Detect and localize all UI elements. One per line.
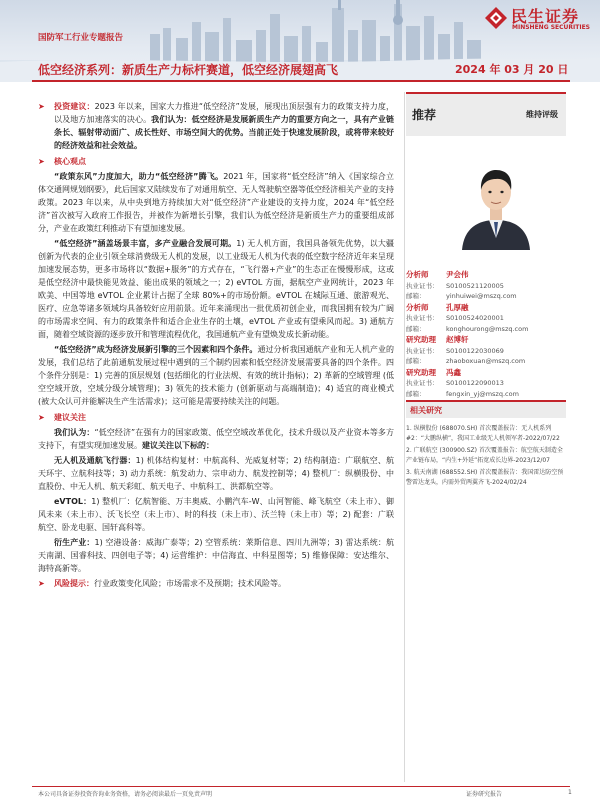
sidebar-divider [404, 92, 405, 782]
paragraph-derivative: 衍生产业：1) 空港设备：威海广泰等；2) 空管系统：莱斯信息、四川九洲等；3) 雷达系统：航天南湖、国睿科技、四创电子等；4) 运营维护：中信海直、中科星图等；5) 维修保障：安达维尔、海特高新等。 [38, 538, 395, 573]
logo-chinese: 民生证券 [511, 7, 580, 26]
core-view-heading: ➤ 核心观点 [38, 157, 86, 166]
analyst-email[interactable]: konghourong@mszq.com [446, 324, 529, 333]
header-rule [32, 80, 570, 82]
analyst-list [406, 270, 566, 399]
paragraph-evtol: eVTOL：1) 整机厂：亿航智能、万丰奥威、小鹏汽车-W、山河智能、峰飞航空（未上市）、御风未来（未上市）、沃飞长空（未上市）、时的科技（未上市）、沃兰特（未上市）等；2) 配套：广联航空、卧龙电驱、国轩高科等。 [38, 497, 394, 532]
footer-doc-type: 证券研究报告 [466, 791, 503, 798]
rating-label: 推荐 [412, 108, 437, 122]
paragraph-drone: 无人机及通航飞行器：1) 机体结构复材：中航高科、光威复材等；2) 结构制造：广联航空、航天环宇、立航科技等；3) 动力系统：航发动力、宗申动力、航发控制等；4) 整机厂：纵横股份、中直股份、中无人机、航天彩虹、航天电子、中航科工、洪都航空等。 [38, 456, 394, 491]
report-date: 2024 年 03 月 20 日 [455, 63, 569, 76]
rating-box [406, 92, 566, 136]
analyst-email[interactable]: fengxin_yj@mszq.com [446, 389, 519, 398]
minsheng-logo [484, 4, 592, 34]
analyst-1: 分析师 尹会伟 执业证书： S0100521120005 邮箱： yinhuiwei@mszq.com [406, 270, 517, 300]
report-type: 国防军工行业专题报告 [38, 33, 124, 43]
analyst-4: 研究助理 冯鑫 执业证书： S0100122090013 邮箱： fengxin_yj@mszq.com [406, 367, 519, 398]
investment-advice [38, 100, 394, 152]
related-research-list [406, 424, 566, 490]
analyst-portrait-image [456, 158, 536, 250]
page-number: 1 [568, 789, 572, 796]
investment-view: 我们认为：低空经济是发展新质生产力的重要方向之一，具有产业链条长、辐射带动面广、成长性好、市场空间大的优势。当前正处于快速发展阶段，或将带来较好的经济效益和社会效益。 [54, 115, 394, 150]
logo-english: MINSHENG SECURITIES [512, 24, 590, 31]
arrow-icon: ➤ [38, 413, 45, 422]
analyst-email[interactable]: yinhuiwei@mszq.com [446, 292, 517, 300]
paragraph-scenarios: “低空经济”涵盖场景丰富，多产业融合发展可期。1) 无人机方面，我国具备领先优势，以大疆创新为代表的企业引领全球消费级无人机的发展，以工业级无人机为代表的低空数字经济近年来呈现加速发展态势，更多市场将以“数据+服务”的方式存在，“飞行器+产业”的生态正在慢慢形成，这或是低空经济中最快能见效益、能出成果的领域之一；2) eVTOL 方面，据航空产业网统计，2023 年欧美、中国等地 eVTOL 企业累计占据了全球 80%+的市场份额。eVTOL 在城际互通、旅游观光、医疗、应急等诸多领域均具备较好应用前景。近年来涌现出一批优质初创企业，而我国拥有较为广阔的市场需求空间、有力的政策条件和适合企业生存的土壤，eVTOL 产业或有望乘风而起。3) 通航方面，随着空域资源的逐步放开和管理流程优化，我国通航产业有望焕发成长新动能。 [38, 239, 394, 339]
arrow-icon: ➤ [38, 157, 45, 166]
investment-text: 2023 年以来，国家大力推进“低空经济”发展，展现出顶层强有力的政策支持力度，以及地方加速落实的决心。 [54, 102, 394, 124]
paragraph-factors: “低空经济”成为经济发展新引擎的三个因素和四个条件。通过分析我国通航产业和无人机产业的发展，我们总结了此前通航发展过程中遇到的三个制约因素和低空经济发展需要具备的四个条件。四个条件分别是：1) 完善的顶层规划 (包括细化的行业法规、有效的统计指标)；2) 革新的空域管理 (低空空域开放，空域分级分域管理)；3) 领先的技术能力 (创新驱动与高端制造)；4) 适宜的商业模式 (被大众认可并能解决生产生活需求)；这可能是需要持续关注的问题。 [38, 345, 395, 406]
header-banner [0, 0, 600, 82]
investment-label: 投资建议： [54, 102, 95, 111]
rating-value: 维持评级 [526, 110, 558, 119]
main-column [38, 100, 394, 591]
related-item[interactable]: 2. 广联航空 (300900.SZ) 首次覆盖报告：航空航天制造全产业链布局，“内生+外延”拓宽成长边界-2023/12/07 [406, 447, 563, 464]
arrow-icon: ➤ [38, 579, 45, 588]
related-item[interactable]: 3. 航天南湖 (688552.SH) 首次覆盖报告：我国雷达防空预警雷达龙头，内需外贸两翼齐飞-2024/02/24 [406, 469, 564, 486]
related-item[interactable]: 1. 纵横股份 (688070.SH) 首次覆盖报告：无人机系列#2：“大鹏纵横”，我国工业级无人机领军者-2022/07/22 [406, 425, 560, 442]
analyst-2: 分析师 孔厚融 执业证书： S0100524020001 邮箱： konghourong@mszq.com [406, 302, 529, 333]
report-title: 低空经济系列：新质生产力标杆赛道，低空经济展翅高飞 [38, 63, 339, 77]
arrow-icon: ➤ [38, 102, 45, 111]
minsheng-logo-icon [484, 6, 508, 30]
footer-disclaimer: 本公司具备证券投资咨询业务资格，请务必阅读最后一页免责声明 [38, 791, 213, 798]
analyst-3: 研究助理 赵博轩 执业证书： S0100122030069 邮箱： zhaoboxuan@mszq.com [406, 335, 526, 365]
analyst-email[interactable]: zhaoboxuan@mszq.com [446, 357, 526, 365]
risk-warning: ➤ 风险提示：行业政策变化风险；市场需求不及预期；技术风险等。 [38, 579, 286, 588]
paragraph-suggest-intro: 我们认为：“低空经济”在强有力的国家政策、低空空域改革优化，技术升级以及产业资本等多方支持下，有望实现加速发展。建议关注以下标的： [38, 428, 395, 450]
analyst-photo [456, 158, 536, 250]
footer-rule [32, 786, 570, 787]
related-research-heading: 相关研究 [406, 400, 566, 418]
paragraph-policy: “政策东风”力度加大，助力“低空经济”腾飞。2021 年，国家将“低空经济”纳入《国家综合立体交通网规划纲要》，此后国家又陆续发布了对通用航空、无人驾驶航空器等低空经济相关产业的支持政策。2023 年以来，从中央到地方持续加大对“低空经济”产业建设的支持力度，2024 年“低空经济”首次被写入政府工作报告，并被作为新增长引擎，我们认为低空经济是新质生产力的重要组成部分，产业在政策红利推动下有望加速发展。 [38, 172, 394, 233]
suggest-heading: ➤ 建议关注 [38, 413, 86, 422]
